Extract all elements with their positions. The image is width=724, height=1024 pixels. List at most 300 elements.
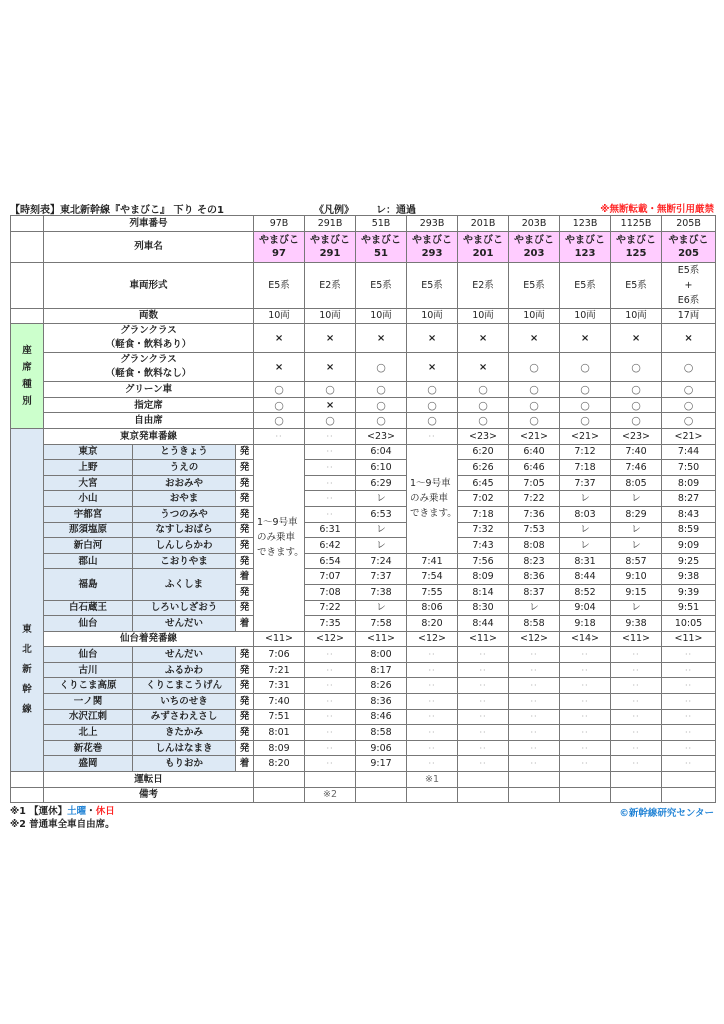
time-cell: ·· <box>458 678 509 694</box>
gran-class-nomeal: × <box>254 353 305 382</box>
table-row <box>11 506 716 522</box>
gran-class-meal: × <box>356 324 407 353</box>
time-cell: 7:51 <box>254 709 305 725</box>
time-cell: 8:20 <box>254 756 305 772</box>
train-name-label: 列車名 <box>44 231 254 262</box>
car-type: E5系 <box>509 262 560 308</box>
time-cell: 8:27 <box>662 491 716 507</box>
station-kana: なすしおばら <box>133 522 236 538</box>
time-cell: ·· <box>305 725 356 741</box>
time-cell: 6:04 <box>356 444 407 460</box>
time-cell: ·· <box>305 678 356 694</box>
time-cell: 8:00 <box>356 647 407 663</box>
legend-label: 《凡例》 <box>314 205 354 216</box>
gran-class-meal-label <box>44 324 254 353</box>
time-cell: 8:58 <box>509 616 560 632</box>
table-row <box>11 725 716 741</box>
time-cell: 7:44 <box>662 444 716 460</box>
sendai-track: <12> <box>407 631 458 647</box>
station-kana: ふるかわ <box>133 662 236 678</box>
time-cell: 7:53 <box>509 522 560 538</box>
footnotes <box>10 805 716 831</box>
train-name-line2: 205 <box>678 247 699 259</box>
time-cell: 8:20 <box>407 616 458 632</box>
green-car: ○ <box>611 382 662 398</box>
station-kana: こおりやま <box>133 553 236 569</box>
green-car: ○ <box>356 382 407 398</box>
train-number: 291B <box>305 216 356 232</box>
table-row <box>11 647 716 663</box>
sendai-track: <11> <box>662 631 716 647</box>
car-count-label: 両数 <box>44 308 254 324</box>
remarks-label: 備考 <box>44 787 254 803</box>
station-kana: しろいしざおう <box>133 600 236 616</box>
sendai-track: <11> <box>458 631 509 647</box>
gran-class-meal: × <box>509 324 560 353</box>
green-car: ○ <box>305 382 356 398</box>
remark <box>662 787 716 803</box>
sendai-track: <12> <box>305 631 356 647</box>
arr-dep-marker: 発 <box>236 725 254 741</box>
car-count: 10両 <box>254 308 305 324</box>
legend-pass: レ：通過 <box>376 205 416 216</box>
train-name-line2: 201 <box>472 247 494 259</box>
time-cell: 8:57 <box>611 553 662 569</box>
sendai-track: <11> <box>611 631 662 647</box>
text: グランクラス <box>120 354 177 366</box>
time-cell: 8:09 <box>458 569 509 585</box>
time-cell: レ <box>560 522 611 538</box>
station-kana: せんだい <box>133 647 236 663</box>
train-name <box>407 231 458 262</box>
car-type: E5系 <box>407 262 458 308</box>
time-cell: 7:21 <box>254 662 305 678</box>
sendai-track: <12> <box>509 631 560 647</box>
time-cell: 8:59 <box>662 522 716 538</box>
car-type: E5系 <box>560 262 611 308</box>
train-name <box>356 231 407 262</box>
arr-dep-marker: 着 <box>236 756 254 772</box>
time-cell: ·· <box>560 662 611 678</box>
time-cell: ·· <box>560 756 611 772</box>
footnote-1: ※1 【運休】土曜・休日 <box>10 806 115 818</box>
time-cell: 9:09 <box>662 538 716 554</box>
station-kana: しんしらかわ <box>133 538 236 554</box>
time-cell: 6:54 <box>305 553 356 569</box>
gran-class-nomeal: ○ <box>560 353 611 382</box>
time-cell: レ <box>509 600 560 616</box>
station-kanji: 大宮 <box>44 475 133 491</box>
time-cell: 8:46 <box>356 709 407 725</box>
green-car: ○ <box>458 382 509 398</box>
time-cell: 7:18 <box>560 460 611 476</box>
time-cell: 9:15 <box>611 584 662 600</box>
time-cell: ·· <box>407 740 458 756</box>
table-row <box>11 428 716 444</box>
time-cell: ·· <box>662 725 716 741</box>
remark <box>611 787 662 803</box>
arr-dep-marker: 発 <box>236 460 254 476</box>
time-cell: ·· <box>560 694 611 710</box>
time-cell: ·· <box>560 740 611 756</box>
station-kanji: 盛岡 <box>44 756 133 772</box>
arr-dep-marker: 発 <box>236 491 254 507</box>
gran-class-nomeal: × <box>458 353 509 382</box>
station-kana: きたかみ <box>133 725 236 741</box>
table-row <box>11 662 716 678</box>
gran-class-meal: × <box>611 324 662 353</box>
train-number: 201B <box>458 216 509 232</box>
time-cell: 7:46 <box>611 460 662 476</box>
time-cell: 7:40 <box>254 694 305 710</box>
train-number: 1125B <box>611 216 662 232</box>
station-kana: せんだい <box>133 616 236 632</box>
time-cell: レ <box>611 491 662 507</box>
time-cell: ·· <box>560 709 611 725</box>
table-row <box>11 522 716 538</box>
time-cell: 8:43 <box>662 506 716 522</box>
station-kana: いちのせき <box>133 694 236 710</box>
green-car: ○ <box>662 382 716 398</box>
time-cell: ·· <box>458 647 509 663</box>
header <box>10 201 716 215</box>
reserved-seat: ○ <box>254 397 305 413</box>
operating-day: ※1 <box>407 772 458 788</box>
table-row <box>11 569 716 585</box>
time-cell: ·· <box>407 725 458 741</box>
table-row <box>11 308 716 324</box>
time-cell: 7:56 <box>458 553 509 569</box>
text: E6系 <box>677 294 700 306</box>
arr-dep-marker: 発 <box>236 600 254 616</box>
time-cell: 7:22 <box>305 600 356 616</box>
remark <box>458 787 509 803</box>
time-cell: ·· <box>611 694 662 710</box>
free-seat: ○ <box>611 413 662 429</box>
arr-dep-marker: 発 <box>236 522 254 538</box>
train-name-line2: 293 <box>421 247 443 259</box>
time-cell: 8:05 <box>611 475 662 491</box>
gran-class-meal: × <box>254 324 305 353</box>
gran-class-nomeal: ○ <box>662 353 716 382</box>
gran-class-meal: × <box>407 324 458 353</box>
arr-dep-marker: 発 <box>236 538 254 554</box>
gran-class-nomeal: ○ <box>356 353 407 382</box>
time-cell: ·· <box>509 694 560 710</box>
table-row <box>11 444 716 460</box>
time-cell: ·· <box>305 756 356 772</box>
time-cell: 7:22 <box>509 491 560 507</box>
time-cell: ·· <box>662 647 716 663</box>
train-name-line1: やまびこ <box>514 234 555 246</box>
time-cell: 8:52 <box>560 584 611 600</box>
table-row <box>11 491 716 507</box>
free-seat: ○ <box>662 413 716 429</box>
station-kana: みずさわえさし <box>133 709 236 725</box>
car-count: 10両 <box>458 308 509 324</box>
time-cell: ·· <box>305 709 356 725</box>
table-row <box>11 397 716 413</box>
time-cell: 7:08 <box>305 584 356 600</box>
train-name-line2: 51 <box>374 247 388 259</box>
time-cell: 9:38 <box>662 569 716 585</box>
gran-class-nomeal: ○ <box>509 353 560 382</box>
text: （軽食・飲料なし） <box>105 368 192 380</box>
free-seat: ○ <box>458 413 509 429</box>
car-type: E5系 <box>356 262 407 308</box>
time-cell: 7:54 <box>407 569 458 585</box>
operating-day <box>458 772 509 788</box>
time-cell: ·· <box>662 740 716 756</box>
blank-cell <box>11 787 44 803</box>
station-kanji: 新花巻 <box>44 740 133 756</box>
station-kanji: 白石蔵王 <box>44 600 133 616</box>
tokyo-track: <23> <box>458 428 509 444</box>
train-name-line1: やまびこ <box>616 234 657 246</box>
train-number: 203B <box>509 216 560 232</box>
gran-class-nomeal: × <box>305 353 356 382</box>
reserved-seat: ○ <box>356 397 407 413</box>
station-kanji: 福島 <box>44 569 133 600</box>
tokyo-track: ·· <box>407 428 458 444</box>
time-cell: ·· <box>611 662 662 678</box>
table-row <box>11 678 716 694</box>
operating-day <box>356 772 407 788</box>
time-cell: 6:40 <box>509 444 560 460</box>
train-number-label: 列車番号 <box>44 216 254 232</box>
blank-cell <box>11 772 44 788</box>
time-cell: ·· <box>662 709 716 725</box>
time-cell: レ <box>560 538 611 554</box>
time-cell: ·· <box>407 662 458 678</box>
time-cell: レ <box>356 538 407 554</box>
credit: ©新幹線研究センター <box>619 808 714 820</box>
time-cell: 6:42 <box>305 538 356 554</box>
car-type <box>662 262 716 308</box>
time-cell: ·· <box>407 694 458 710</box>
time-cell: 7:55 <box>407 584 458 600</box>
free-seat-label: 自由席 <box>44 413 254 429</box>
operating-day <box>662 772 716 788</box>
time-cell: 7:50 <box>662 460 716 476</box>
arr-dep-marker: 着 <box>236 616 254 632</box>
time-cell: ·· <box>611 756 662 772</box>
time-cell: 7:31 <box>254 678 305 694</box>
time-cell: ·· <box>662 756 716 772</box>
tokyo-track: ·· <box>254 428 305 444</box>
time-cell: ·· <box>305 506 356 522</box>
car-count: 10両 <box>611 308 662 324</box>
time-cell: 7:07 <box>305 569 356 585</box>
train-name-line2: 203 <box>523 247 545 259</box>
arr-dep-marker: 発 <box>236 647 254 663</box>
reserved-seat-label: 指定席 <box>44 397 254 413</box>
time-cell: ·· <box>662 678 716 694</box>
time-cell: 8:36 <box>356 694 407 710</box>
time-cell: ·· <box>305 491 356 507</box>
reserved-seat: ○ <box>611 397 662 413</box>
operating-day <box>254 772 305 788</box>
station-kanji: 上野 <box>44 460 133 476</box>
train-name-line1: やまびこ <box>259 234 300 246</box>
time-cell: 6:45 <box>458 475 509 491</box>
time-cell: 9:18 <box>560 616 611 632</box>
time-cell: 6:53 <box>356 506 407 522</box>
car-type: E5系 <box>254 262 305 308</box>
timetable <box>10 215 716 803</box>
time-cell: ·· <box>305 694 356 710</box>
time-cell: レ <box>611 522 662 538</box>
station-kanji: 一ノ関 <box>44 694 133 710</box>
time-cell: 7:37 <box>560 475 611 491</box>
time-cell: ·· <box>611 709 662 725</box>
reserved-seat: ○ <box>560 397 611 413</box>
time-cell: ·· <box>305 647 356 663</box>
gran-class-nomeal: × <box>407 353 458 382</box>
time-cell: ·· <box>560 678 611 694</box>
time-cell: ·· <box>509 709 560 725</box>
time-cell: 7:37 <box>356 569 407 585</box>
free-seat: ○ <box>509 413 560 429</box>
station-kana: おおみや <box>133 475 236 491</box>
free-seat: ○ <box>560 413 611 429</box>
gran-class-meal: × <box>560 324 611 353</box>
arr-dep-marker: 発 <box>236 678 254 694</box>
remark <box>509 787 560 803</box>
time-cell: ·· <box>611 740 662 756</box>
saturday-label: 土曜 <box>67 806 87 818</box>
table-row <box>11 694 716 710</box>
green-car: ○ <box>254 382 305 398</box>
table-row <box>11 740 716 756</box>
table-row <box>11 600 716 616</box>
car-count: 10両 <box>305 308 356 324</box>
table-row <box>11 216 716 232</box>
time-cell: 7:12 <box>560 444 611 460</box>
time-cell: 7:05 <box>509 475 560 491</box>
train-name-line2: 125 <box>625 247 647 259</box>
station-kana: ふくしま <box>133 569 236 600</box>
time-cell: 6:31 <box>305 522 356 538</box>
time-cell: ·· <box>305 444 356 460</box>
reserved-seat: × <box>305 397 356 413</box>
time-cell: 9:06 <box>356 740 407 756</box>
time-cell: 7:36 <box>509 506 560 522</box>
blank-cell <box>11 262 44 308</box>
time-cell: ·· <box>305 475 356 491</box>
arr-dep-marker: 発 <box>236 444 254 460</box>
station-kanji: 小山 <box>44 491 133 507</box>
car-count: 10両 <box>407 308 458 324</box>
train-name-line1: やまびこ <box>565 234 606 246</box>
time-cell: 9:51 <box>662 600 716 616</box>
car-note: 1〜9号車のみ乗車できます。 <box>254 444 305 631</box>
time-cell: 8:31 <box>560 553 611 569</box>
remark <box>254 787 305 803</box>
table-row <box>11 631 716 647</box>
time-cell: 7:40 <box>611 444 662 460</box>
car-count: 10両 <box>356 308 407 324</box>
free-seat: ○ <box>305 413 356 429</box>
text: + <box>684 279 693 291</box>
arr-dep-marker: 発 <box>236 553 254 569</box>
time-cell: 7:18 <box>458 506 509 522</box>
car-count: 10両 <box>560 308 611 324</box>
time-cell: 8:26 <box>356 678 407 694</box>
time-cell: ·· <box>458 662 509 678</box>
gran-class-meal: × <box>662 324 716 353</box>
remark <box>356 787 407 803</box>
time-cell: レ <box>611 600 662 616</box>
station-kana: くりこまこうげん <box>133 678 236 694</box>
reserved-seat: ○ <box>407 397 458 413</box>
car-count: 17両 <box>662 308 716 324</box>
station-kanji: 新白河 <box>44 538 133 554</box>
train-name <box>305 231 356 262</box>
time-cell: ·· <box>407 709 458 725</box>
operating-day <box>305 772 356 788</box>
table-row <box>11 413 716 429</box>
table-row <box>11 538 716 554</box>
train-number: 123B <box>560 216 611 232</box>
green-car: ○ <box>509 382 560 398</box>
time-cell: 8:08 <box>509 538 560 554</box>
train-number: 97B <box>254 216 305 232</box>
car-type-label: 車両形式 <box>44 262 254 308</box>
train-number: 51B <box>356 216 407 232</box>
time-cell: ·· <box>407 678 458 694</box>
sendai-track-label: 仙台着発番線 <box>44 631 254 647</box>
train-number: 205B <box>662 216 716 232</box>
station-kanji: 古川 <box>44 662 133 678</box>
tokyo-track: <23> <box>611 428 662 444</box>
station-kana: うえの <box>133 460 236 476</box>
car-note: 1〜9号車のみ乗車できます。 <box>407 444 458 553</box>
time-cell: ·· <box>458 756 509 772</box>
blank-cell <box>11 231 44 262</box>
station-kanji: 郡山 <box>44 553 133 569</box>
time-cell: レ <box>560 491 611 507</box>
time-cell: 9:25 <box>662 553 716 569</box>
operating-days-label: 運転日 <box>44 772 254 788</box>
time-cell: 7:43 <box>458 538 509 554</box>
text: （軽食・飲料あり） <box>105 339 192 351</box>
remark: ※2 <box>305 787 356 803</box>
time-cell: 6:10 <box>356 460 407 476</box>
operating-day <box>560 772 611 788</box>
arr-dep-marker: 発 <box>236 475 254 491</box>
tokyo-track: ·· <box>305 428 356 444</box>
time-cell: 7:38 <box>356 584 407 600</box>
tohoku-shinkansen-group: 東 北 新 幹 線 <box>11 428 44 771</box>
car-type: E2系 <box>458 262 509 308</box>
time-cell: 7:06 <box>254 647 305 663</box>
table-row <box>11 787 716 803</box>
time-cell: 8:58 <box>356 725 407 741</box>
time-cell: 9:39 <box>662 584 716 600</box>
table-row <box>11 460 716 476</box>
time-cell: 8:14 <box>458 584 509 600</box>
train-name <box>611 231 662 262</box>
table-row <box>11 231 716 262</box>
train-name-line1: やまびこ <box>668 234 709 246</box>
table-row <box>11 772 716 788</box>
sendai-track: <11> <box>356 631 407 647</box>
station-kanji: 仙台 <box>44 616 133 632</box>
time-cell: 8:01 <box>254 725 305 741</box>
train-name <box>458 231 509 262</box>
free-seat: ○ <box>356 413 407 429</box>
